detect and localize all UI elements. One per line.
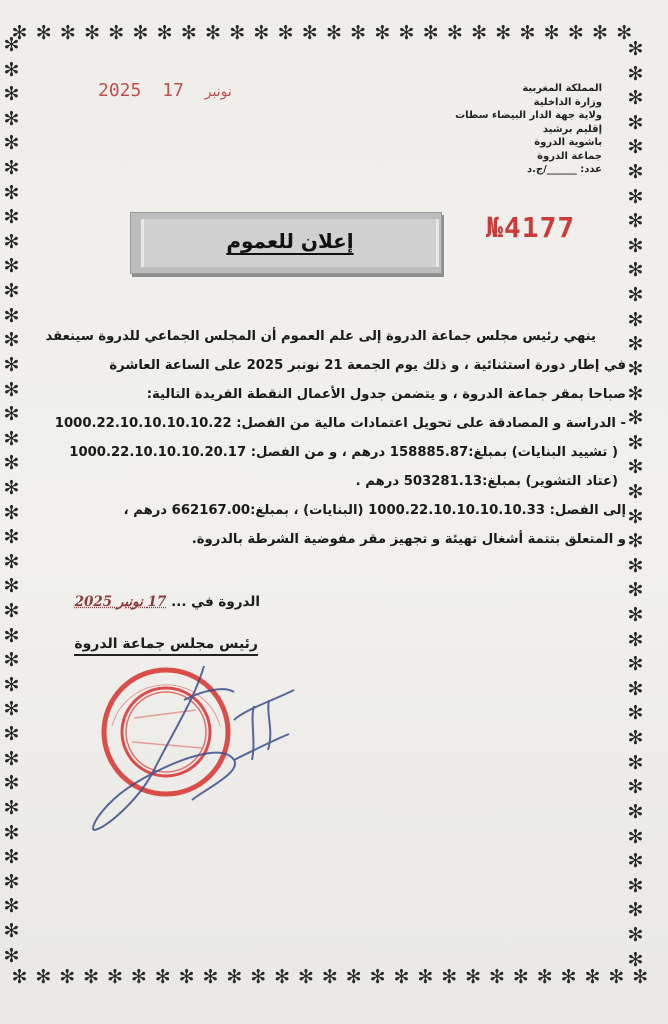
seal-and-signature [84, 660, 324, 880]
border-star-icon: ✻ [3, 58, 20, 81]
issue-date [98, 80, 242, 101]
body-line: ( تشييد البنايات) بمبلغ:158885.87 درهم ، و من الفصل: 1000.22.10.10.10.20.17 [69, 445, 618, 460]
border-star-icon: ✻ [3, 501, 20, 524]
border-star-icon: ✻ [107, 966, 123, 988]
border-star-icon: ✻ [627, 456, 644, 479]
body-line: (عتاد التشوير) بمبلغ:503281.13 درهم . [355, 474, 618, 489]
border-star-icon: ✻ [3, 378, 20, 401]
border-star-icon: ✻ [321, 966, 338, 988]
header-line: جماعة الدروة [537, 150, 602, 162]
border-star-icon: ✻ [59, 966, 76, 988]
border-star-icon: ✻ [393, 966, 410, 988]
title-inner [141, 219, 439, 267]
border-star-icon: ✻ [325, 22, 342, 44]
border-star-icon: ✻ [11, 966, 28, 988]
border-star-icon: ✻ [627, 604, 644, 627]
border-star-icon: ✻ [205, 22, 221, 44]
border-star-icon: ✻ [3, 895, 20, 918]
border-star-icon: ✻ [584, 966, 601, 988]
border-star-icon: ✻ [627, 677, 644, 700]
border-star-icon: ✻ [3, 846, 20, 869]
border-star-icon: ✻ [345, 966, 362, 988]
border-star-icon: ✻ [202, 966, 219, 988]
body-line: ينهي رئيس مجلس جماعة الدروة إلى علم العموم أن المجلس الجماعي للدروة سينعقد [45, 329, 596, 344]
border-star-icon: ✻ [627, 136, 644, 159]
border-star-icon: ✻ [627, 850, 644, 873]
border-star-icon: ✻ [627, 800, 644, 823]
border-star-icon: ✻ [627, 284, 644, 307]
border-star-icon: ✻ [627, 210, 644, 233]
issue-date-year: 2025 [98, 80, 142, 101]
body-line: إلى الفصل: 1000.22.10.10.10.10.33 (البنايات) ، بمبلغ:662167.00 درهم ، [123, 503, 626, 518]
border-star-icon: ✻ [250, 966, 267, 988]
page-title: إعلان للعموم [226, 229, 354, 253]
border-star-icon: ✻ [465, 966, 482, 988]
border-star-icon: ✻ [3, 476, 20, 499]
border-star-icon: ✻ [471, 22, 488, 44]
border-star-icon: ✻ [627, 727, 644, 750]
reference-number: №4177 [486, 211, 576, 244]
place-date: الدروة في ... 17 نونبر 2025 [74, 594, 260, 610]
border-star-icon: ✻ [3, 796, 20, 819]
border-star-icon: ✻ [519, 22, 536, 44]
border-star-icon: ✻ [627, 431, 644, 454]
border-star-icon: ✻ [3, 600, 20, 623]
border-star-icon: ✻ [369, 966, 386, 988]
place-date-label: الدروة في [191, 594, 260, 610]
border-star-icon: ✻ [560, 966, 577, 988]
signer-title: رئيس مجلس جماعة الدروة [58, 636, 258, 652]
border-star-icon: ✻ [512, 966, 529, 988]
body-line: في إطار دورة استثنائية ، و ذلك يوم الجمعة 21 نونبر 2025 على الساعة العاشرة [109, 358, 626, 373]
border-star-icon: ✻ [627, 628, 644, 651]
border-star-icon: ✻ [3, 206, 20, 229]
border-star-icon: ✻ [627, 87, 644, 110]
border-star-icon: ✻ [446, 22, 463, 44]
border-star-icon: ✻ [3, 870, 20, 893]
border-top [10, 24, 634, 43]
body-line: - الدراسة و المصادقة على تحويل اعتمادات مالية من الفصل: 1000.22.10.10.10.10.22 [54, 416, 626, 431]
border-star-icon: ✻ [627, 333, 644, 356]
border-star-icon: ✻ [301, 22, 318, 44]
border-star-icon: ✻ [608, 966, 625, 988]
border-star-icon: ✻ [627, 38, 644, 60]
border-star-icon: ✻ [632, 966, 649, 988]
border-star-icon: ✻ [130, 966, 147, 988]
header-line: إقليم برشيد [542, 123, 602, 135]
border-star-icon: ✻ [35, 22, 52, 44]
border-star-icon: ✻ [3, 83, 20, 106]
border-star-icon: ✻ [627, 825, 644, 848]
border-star-icon: ✻ [616, 22, 633, 44]
border-star-icon: ✻ [3, 649, 20, 672]
border-star-icon: ✻ [3, 107, 20, 130]
border-star-icon: ✻ [253, 22, 270, 44]
border-star-icon: ✻ [627, 530, 644, 553]
border-star-icon: ✻ [536, 966, 553, 988]
border-star-icon: ✻ [3, 919, 20, 942]
handwritten-date: 17 نونبر 2025 [74, 594, 167, 610]
border-star-icon: ✻ [3, 821, 20, 844]
border-star-icon: ✻ [374, 22, 391, 44]
border-star-icon: ✻ [627, 308, 644, 331]
border-star-icon: ✻ [11, 22, 28, 44]
border-star-icon: ✻ [627, 407, 644, 430]
border-star-icon: ✻ [627, 480, 644, 503]
border-star-icon: ✻ [627, 899, 644, 922]
header-line: عدد: ______/ج.د [526, 164, 602, 175]
border-star-icon: ✻ [274, 966, 291, 988]
border-star-icon: ✻ [627, 161, 644, 184]
border-star-icon: ✻ [627, 382, 644, 405]
border-star-icon: ✻ [59, 22, 76, 44]
border-star-icon: ✻ [226, 966, 243, 988]
border-star-icon: ✻ [83, 966, 100, 988]
header-line: ولاية جهة الدار البيضاء سطات [455, 110, 602, 121]
round-seal [104, 670, 228, 794]
border-star-icon: ✻ [489, 966, 505, 988]
border-star-icon: ✻ [3, 944, 20, 967]
border-star-icon: ✻ [627, 653, 644, 676]
header-line: باشوية الدروة [534, 137, 602, 148]
announcement-body [46, 322, 626, 554]
border-star-icon: ✻ [567, 22, 584, 44]
body-line: و المتعلق بتتمة أشغال تهيئة و تجهيز مقر مفوضية الشرطة بالدروة. [191, 532, 626, 547]
border-star-icon: ✻ [35, 966, 52, 988]
border-star-icon: ✻ [3, 230, 20, 253]
border-star-icon: ✻ [627, 554, 644, 577]
border-star-icon: ✻ [627, 776, 644, 799]
body-line: صباحا بمقر جماعة الدروة ، و يتضمن جدول الأعمال النقطة الفريدة التالية: [146, 387, 626, 402]
border-star-icon: ✻ [627, 751, 644, 774]
border-star-icon: ✻ [3, 34, 20, 56]
border-star-icon: ✻ [627, 185, 644, 208]
border-star-icon: ✻ [180, 22, 197, 44]
border-star-icon: ✻ [3, 427, 20, 450]
border-star-icon: ✻ [627, 62, 644, 85]
border-star-icon: ✻ [229, 22, 246, 44]
border-star-icon: ✻ [3, 624, 20, 647]
border-star-icon: ✻ [3, 403, 20, 426]
border-star-icon: ✻ [627, 874, 644, 897]
border-star-icon: ✻ [3, 526, 20, 549]
border-star-icon: ✻ [277, 22, 294, 44]
border-star-icon: ✻ [3, 132, 20, 155]
border-star-icon: ✻ [3, 550, 20, 573]
issue-date-month: نونبر [204, 84, 232, 100]
border-star-icon: ✻ [417, 966, 434, 988]
border-star-icon: ✻ [398, 22, 415, 44]
border-star-icon: ✻ [3, 157, 20, 180]
border-star-icon: ✻ [3, 673, 20, 696]
border-star-icon: ✻ [543, 22, 560, 44]
border-star-icon: ✻ [84, 22, 101, 44]
official-seal [84, 660, 324, 880]
border-star-icon: ✻ [3, 747, 20, 770]
border-star-icon: ✻ [3, 181, 20, 204]
border-star-icon: ✻ [3, 255, 20, 278]
border-right [626, 40, 645, 970]
border-star-icon: ✻ [627, 505, 644, 528]
border-star-icon: ✻ [3, 723, 20, 746]
issue-date-day: 17 [162, 80, 184, 101]
border-star-icon: ✻ [627, 259, 644, 282]
border-star-icon: ✻ [627, 357, 644, 380]
border-star-icon: ✻ [3, 772, 20, 795]
border-star-icon: ✻ [627, 111, 644, 134]
header-line: المملكة المغربية [522, 83, 602, 94]
border-star-icon: ✻ [108, 22, 125, 44]
border-star-icon: ✻ [627, 702, 644, 725]
border-star-icon: ✻ [3, 304, 20, 327]
border-star-icon: ✻ [298, 966, 314, 988]
title-box [130, 212, 442, 274]
border-star-icon: ✻ [627, 579, 644, 602]
border-star-icon: ✻ [592, 22, 608, 44]
border-star-icon: ✻ [178, 966, 195, 988]
border-star-icon: ✻ [627, 948, 644, 971]
border-star-icon: ✻ [156, 22, 173, 44]
border-star-icon: ✻ [627, 923, 644, 946]
border-star-icon: ✻ [495, 22, 512, 44]
border-star-icon: ✻ [3, 280, 20, 303]
border-star-icon: ✻ [627, 234, 644, 257]
authority-header [402, 82, 602, 177]
border-star-icon: ✻ [3, 329, 20, 352]
border-star-icon: ✻ [441, 966, 458, 988]
border-star-icon: ✻ [3, 353, 20, 376]
border-star-icon: ✻ [132, 22, 149, 44]
border-star-icon: ✻ [154, 966, 171, 988]
border-star-icon: ✻ [3, 452, 20, 475]
header-line: وزارة الداخلية [533, 96, 602, 108]
border-star-icon: ✻ [350, 22, 367, 44]
border-bottom [10, 968, 650, 987]
border-star-icon: ✻ [422, 22, 439, 44]
border-star-icon: ✻ [3, 575, 20, 598]
border-star-icon: ✻ [3, 698, 20, 721]
border-left [2, 36, 21, 966]
